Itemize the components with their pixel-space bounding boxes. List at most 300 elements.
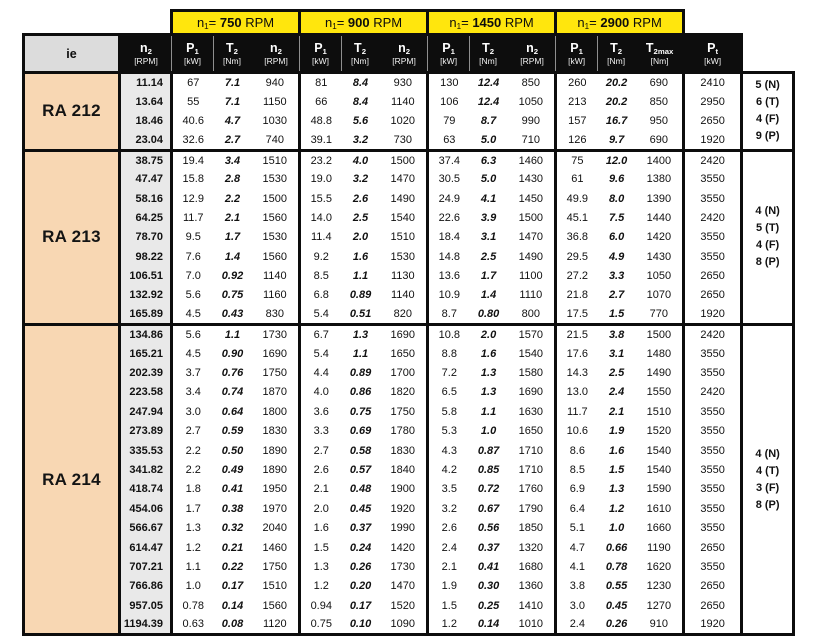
t2-cell: 1440 bbox=[636, 208, 684, 227]
p1-cell: 2.4 bbox=[598, 383, 636, 402]
p1-cell: 1.1 bbox=[342, 266, 380, 285]
t2-symbol-unit: [Nm] bbox=[223, 55, 241, 66]
n2-symbol-unit: [RPM] bbox=[392, 55, 416, 66]
t2-cell: 1410 bbox=[508, 596, 556, 615]
p1-cell: 0.80 bbox=[470, 305, 508, 324]
t2-cell: 1540 bbox=[636, 460, 684, 479]
p1-cell: 2.5 bbox=[342, 208, 380, 227]
t2max-cell: 3550 bbox=[684, 169, 742, 188]
p1-cell: 0.90 bbox=[214, 344, 252, 363]
t2-cell: 1620 bbox=[636, 557, 684, 576]
t2-cell: 1050 bbox=[636, 266, 684, 285]
p1-cell: 0.85 bbox=[470, 460, 508, 479]
p1-cell: 4.7 bbox=[214, 111, 252, 130]
t2-cell: 1430 bbox=[508, 169, 556, 188]
n2-cell: 3.5 bbox=[428, 480, 470, 499]
n2-cell: 6.7 bbox=[300, 325, 342, 344]
n2-cell: 49.9 bbox=[556, 189, 598, 208]
ie-cell: 223.58 bbox=[120, 383, 172, 402]
pt-cell-ra-212 bbox=[742, 73, 794, 151]
n2-cell: 8.6 bbox=[556, 441, 598, 460]
speed-header-2900-rpm: $n_1= 2900$ RPM bbox=[556, 11, 684, 35]
n2-cell: 7.2 bbox=[428, 363, 470, 382]
n2-cell: 1.8 bbox=[172, 480, 214, 499]
n2-cell: 27.2 bbox=[556, 266, 598, 285]
t2max-cell: 2410 bbox=[684, 73, 742, 92]
n2-cell: 5.4 bbox=[300, 305, 342, 324]
pt-value: 3 (F) bbox=[756, 481, 780, 494]
table-row bbox=[24, 150, 794, 169]
p1-cell: 3.2 bbox=[342, 169, 380, 188]
t2-cell: 1560 bbox=[252, 596, 300, 615]
table-row bbox=[24, 577, 794, 596]
t2-cell: 830 bbox=[252, 305, 300, 324]
p1-cell: 7.1 bbox=[214, 73, 252, 92]
p1-cell: 20.2 bbox=[598, 92, 636, 111]
table-row bbox=[24, 480, 794, 499]
table-row bbox=[24, 402, 794, 421]
p1-cell: 1.6 bbox=[598, 441, 636, 460]
t2-cell: 1780 bbox=[380, 422, 428, 441]
table-header bbox=[24, 11, 794, 73]
pt-symbol-unit: [kW] bbox=[704, 55, 722, 66]
n2-cell: 2.6 bbox=[428, 518, 470, 537]
p1-cell: 0.64 bbox=[214, 402, 252, 421]
ie-cell: 78.70 bbox=[120, 228, 172, 247]
t2-cell: 1160 bbox=[252, 286, 300, 305]
t2-cell: 1400 bbox=[636, 150, 684, 169]
p1-cell: 1.3 bbox=[342, 325, 380, 344]
p1-cell: 4.0 bbox=[342, 150, 380, 169]
n2-cell: 45.1 bbox=[556, 208, 598, 227]
t2-symbol: $T_2$ bbox=[482, 41, 495, 57]
t2-cell: 1510 bbox=[380, 228, 428, 247]
t2-cell: 910 bbox=[636, 615, 684, 634]
table-row bbox=[24, 518, 794, 537]
column-header-row bbox=[24, 35, 794, 73]
p1-cell: 1.2 bbox=[598, 499, 636, 518]
p1-symbol: $P_1$ bbox=[314, 41, 327, 57]
n2-cell: 5.8 bbox=[428, 402, 470, 421]
t2max-cell: 2420 bbox=[684, 208, 742, 227]
p1-cell: 0.78 bbox=[598, 557, 636, 576]
t2-cell: 950 bbox=[636, 111, 684, 130]
pt-value: 4 (F) bbox=[756, 239, 780, 252]
table-row bbox=[24, 325, 794, 344]
t2max-cell: 3550 bbox=[684, 402, 742, 421]
pt-cell-ra-213 bbox=[742, 150, 794, 325]
pt-value: 6 (T) bbox=[756, 96, 780, 109]
n2-cell: 55 bbox=[172, 92, 214, 111]
p1-cell: 1.9 bbox=[598, 422, 636, 441]
t2-cell: 1710 bbox=[508, 460, 556, 479]
n2-cell: 5.4 bbox=[300, 344, 342, 363]
p1-cell: 0.45 bbox=[598, 596, 636, 615]
ie-cell: 13.64 bbox=[120, 92, 172, 111]
t2max-cell: 2420 bbox=[684, 325, 742, 344]
p1-cell: 1.1 bbox=[342, 344, 380, 363]
pt-cell-ra-214 bbox=[742, 325, 794, 635]
n2-cell: 2.4 bbox=[556, 615, 598, 634]
t2-cell: 1460 bbox=[252, 538, 300, 557]
p1-cell: 2.1 bbox=[598, 402, 636, 421]
n2-cell: 29.5 bbox=[556, 247, 598, 266]
t2-cell: 1590 bbox=[636, 480, 684, 499]
t2-cell: 740 bbox=[252, 131, 300, 150]
p1-cell: 1.4 bbox=[470, 286, 508, 305]
t2-symbol-unit: [Nm] bbox=[351, 55, 369, 66]
t2-cell: 1540 bbox=[508, 344, 556, 363]
t2max-cell: 2650 bbox=[684, 111, 742, 130]
p1-cell: 0.89 bbox=[342, 363, 380, 382]
n2-symbol: $n_2$ bbox=[398, 41, 411, 57]
p1-cell: 0.86 bbox=[342, 383, 380, 402]
table-row bbox=[24, 422, 794, 441]
t2-cell: 1320 bbox=[508, 538, 556, 557]
p1-cell: 0.17 bbox=[214, 577, 252, 596]
ie-cell: 165.89 bbox=[120, 305, 172, 324]
n2-cell: 24.9 bbox=[428, 189, 470, 208]
table-row bbox=[24, 460, 794, 479]
n2-cell: 7.6 bbox=[172, 247, 214, 266]
ie-cell: 64.25 bbox=[120, 208, 172, 227]
n2-cell: 11.7 bbox=[556, 402, 598, 421]
t2-cell: 2040 bbox=[252, 518, 300, 537]
t2-header-900 bbox=[342, 35, 380, 73]
t2max-cell: 1920 bbox=[684, 305, 742, 324]
n2-cell: 2.4 bbox=[428, 538, 470, 557]
p1-cell: 0.43 bbox=[214, 305, 252, 324]
p1-cell: 0.51 bbox=[342, 305, 380, 324]
ie-cell: 132.92 bbox=[120, 286, 172, 305]
n2-cell: 1.5 bbox=[300, 538, 342, 557]
p1-symbol-unit: [kW] bbox=[312, 55, 330, 66]
p1-cell: 8.7 bbox=[470, 111, 508, 130]
p1-cell: 0.55 bbox=[598, 577, 636, 596]
p1-cell: 0.50 bbox=[214, 441, 252, 460]
t2-cell: 1650 bbox=[380, 344, 428, 363]
n2-cell: 5.1 bbox=[556, 518, 598, 537]
pt-symbol: $P_t$ bbox=[707, 41, 719, 57]
n2-cell: 10.6 bbox=[556, 422, 598, 441]
n2-cell: 1.6 bbox=[300, 518, 342, 537]
t2-cell: 1830 bbox=[380, 441, 428, 460]
p1-cell: 0.45 bbox=[342, 499, 380, 518]
n2-cell: 6.8 bbox=[300, 286, 342, 305]
t2-cell: 1490 bbox=[380, 189, 428, 208]
t2-cell: 1690 bbox=[380, 325, 428, 344]
t2-cell: 1530 bbox=[380, 247, 428, 266]
n2-cell: 67 bbox=[172, 73, 214, 92]
t2-cell: 1870 bbox=[252, 383, 300, 402]
n2-cell: 213 bbox=[556, 92, 598, 111]
t2-cell: 1420 bbox=[380, 538, 428, 557]
pt-value: 4 (N) bbox=[755, 447, 780, 460]
p1-cell: 1.0 bbox=[470, 422, 508, 441]
n2-cell: 22.6 bbox=[428, 208, 470, 227]
model-cell-ra-212: RA 212 bbox=[24, 73, 120, 151]
p1-cell: 1.1 bbox=[214, 325, 252, 344]
n2-cell: 30.5 bbox=[428, 169, 470, 188]
n2-cell: 7.0 bbox=[172, 266, 214, 285]
t2-cell: 1730 bbox=[380, 557, 428, 576]
ie-cell: 11.14 bbox=[120, 73, 172, 92]
n2-cell: 126 bbox=[556, 131, 598, 150]
p1-cell: 0.67 bbox=[470, 499, 508, 518]
n2-cell: 6.4 bbox=[556, 499, 598, 518]
p1-cell: 0.87 bbox=[470, 441, 508, 460]
t2-cell: 1270 bbox=[636, 596, 684, 615]
p1-cell: 0.41 bbox=[214, 480, 252, 499]
t2-cell: 1630 bbox=[508, 402, 556, 421]
n2-cell: 157 bbox=[556, 111, 598, 130]
p1-cell: 0.59 bbox=[214, 422, 252, 441]
t2-cell: 1500 bbox=[380, 150, 428, 169]
ie-cell: 707.21 bbox=[120, 557, 172, 576]
n2-cell: 75 bbox=[556, 150, 598, 169]
t2-cell: 1090 bbox=[380, 615, 428, 634]
p1-cell: 1.3 bbox=[598, 480, 636, 499]
n2-cell: 9.5 bbox=[172, 228, 214, 247]
t2-header-1450 bbox=[470, 35, 508, 73]
ie-column-header: ie bbox=[24, 35, 120, 73]
t2-cell: 1420 bbox=[636, 228, 684, 247]
t2-cell: 1520 bbox=[636, 422, 684, 441]
n2-cell: 10.8 bbox=[428, 325, 470, 344]
t2-cell: 1570 bbox=[508, 325, 556, 344]
p1-header-750 bbox=[172, 35, 214, 73]
n2-cell: 9.2 bbox=[300, 247, 342, 266]
n2-cell: 4.7 bbox=[556, 538, 598, 557]
pt-value: 5 (N) bbox=[755, 79, 780, 92]
n2-cell: 13.6 bbox=[428, 266, 470, 285]
t2-cell: 1550 bbox=[636, 383, 684, 402]
p1-symbol: $P_1$ bbox=[442, 41, 455, 57]
p1-cell: 0.25 bbox=[470, 596, 508, 615]
t2max-cell: 3550 bbox=[684, 460, 742, 479]
t2-cell: 1520 bbox=[380, 596, 428, 615]
p1-cell: 16.7 bbox=[598, 111, 636, 130]
t2max-cell: 3550 bbox=[684, 422, 742, 441]
n2-cell: 4.2 bbox=[428, 460, 470, 479]
n2-cell: 1.2 bbox=[172, 538, 214, 557]
p1-cell: 1.6 bbox=[470, 344, 508, 363]
t2-symbol: $T_2$ bbox=[354, 41, 366, 57]
n2-cell: 2.6 bbox=[300, 460, 342, 479]
n2-cell: 0.94 bbox=[300, 596, 342, 615]
n2-cell: 63 bbox=[428, 131, 470, 150]
n2-header-900 bbox=[252, 35, 300, 73]
n2-cell: 1.3 bbox=[172, 518, 214, 537]
p1-cell: 0.26 bbox=[598, 615, 636, 634]
n2-cell: 2.2 bbox=[172, 441, 214, 460]
n2-cell: 3.0 bbox=[172, 402, 214, 421]
p1-cell: 2.0 bbox=[470, 325, 508, 344]
n2-cell: 130 bbox=[428, 73, 470, 92]
t2-cell: 1560 bbox=[252, 247, 300, 266]
p1-cell: 8.0 bbox=[598, 189, 636, 208]
speed-header-750-rpm: $n_1= 750$ RPM bbox=[172, 11, 300, 35]
ie-cell: 165.21 bbox=[120, 344, 172, 363]
p1-cell: 7.1 bbox=[214, 92, 252, 111]
p1-cell: 0.26 bbox=[342, 557, 380, 576]
table-row bbox=[24, 441, 794, 460]
n2-cell: 6.9 bbox=[556, 480, 598, 499]
p1-cell: 1.4 bbox=[214, 247, 252, 266]
n2-cell: 79 bbox=[428, 111, 470, 130]
t2-cell: 1710 bbox=[508, 441, 556, 460]
pt-value: 4 (T) bbox=[756, 464, 780, 477]
p1-cell: 1.7 bbox=[214, 228, 252, 247]
p1-cell: 3.9 bbox=[470, 208, 508, 227]
p1-cell: 0.22 bbox=[214, 557, 252, 576]
pt-value: 9 (P) bbox=[755, 130, 780, 143]
table-row bbox=[24, 286, 794, 305]
n2-cell: 4.5 bbox=[172, 305, 214, 324]
p1-cell: 8.4 bbox=[342, 92, 380, 111]
ie-cell: 957.05 bbox=[120, 596, 172, 615]
t2-cell: 690 bbox=[636, 73, 684, 92]
t2-cell: 770 bbox=[636, 305, 684, 324]
p1-cell: 5.6 bbox=[342, 111, 380, 130]
t2-cell: 1530 bbox=[252, 228, 300, 247]
n2-cell: 4.5 bbox=[172, 344, 214, 363]
p1-cell: 1.3 bbox=[470, 383, 508, 402]
n2-cell: 21.8 bbox=[556, 286, 598, 305]
t2-symbol: $T_2$ bbox=[610, 41, 623, 57]
p1-cell: 1.1 bbox=[470, 402, 508, 421]
n2-cell: 1.3 bbox=[300, 557, 342, 576]
n2-cell: 4.1 bbox=[556, 557, 598, 576]
t2max-cell: 2650 bbox=[684, 577, 742, 596]
n2-cell: 1.0 bbox=[172, 577, 214, 596]
t2-cell: 1480 bbox=[636, 344, 684, 363]
p1-cell: 0.17 bbox=[342, 596, 380, 615]
n2-cell: 4.3 bbox=[428, 441, 470, 460]
t2-cell: 1540 bbox=[636, 441, 684, 460]
n2-cell: 3.4 bbox=[172, 383, 214, 402]
n2-cell: 17.6 bbox=[556, 344, 598, 363]
n2-cell: 1.9 bbox=[428, 577, 470, 596]
p1-cell: 1.6 bbox=[342, 247, 380, 266]
t2-cell: 1020 bbox=[380, 111, 428, 130]
n2-cell: 0.78 bbox=[172, 596, 214, 615]
p1-cell: 0.66 bbox=[598, 538, 636, 557]
ie-cell: 98.22 bbox=[120, 247, 172, 266]
n2-cell: 40.6 bbox=[172, 111, 214, 130]
n2-cell: 3.0 bbox=[556, 596, 598, 615]
p1-cell: 0.58 bbox=[342, 441, 380, 460]
p1-cell: 0.21 bbox=[214, 538, 252, 557]
n2-symbol-unit: [RPM] bbox=[520, 55, 544, 66]
speed-header-900-rpm: $n_1= 900$ RPM bbox=[300, 11, 428, 35]
n2-cell: 3.7 bbox=[172, 363, 214, 382]
p1-cell: 3.1 bbox=[470, 228, 508, 247]
p1-cell: 5.0 bbox=[470, 169, 508, 188]
t2-cell: 1560 bbox=[252, 208, 300, 227]
table-row bbox=[24, 208, 794, 227]
t2-cell: 1130 bbox=[380, 266, 428, 285]
p1-cell: 0.49 bbox=[214, 460, 252, 479]
t2-cell: 1610 bbox=[636, 499, 684, 518]
p1-header-2900 bbox=[556, 35, 598, 73]
p1-cell: 6.0 bbox=[598, 228, 636, 247]
t2-cell: 930 bbox=[380, 73, 428, 92]
t2max-symbol-unit: [Nm] bbox=[650, 55, 669, 66]
ie-cell: 47.47 bbox=[120, 169, 172, 188]
p1-cell: 12.4 bbox=[470, 92, 508, 111]
table-row bbox=[24, 189, 794, 208]
pt-value: 4 (N) bbox=[755, 205, 780, 218]
table-body bbox=[24, 73, 794, 635]
t2max-cell: 2650 bbox=[684, 596, 742, 615]
p1-cell: 12.4 bbox=[470, 73, 508, 92]
t2-cell: 1100 bbox=[508, 266, 556, 285]
ie-cell: 273.89 bbox=[120, 422, 172, 441]
p1-cell: 0.48 bbox=[342, 480, 380, 499]
table-row bbox=[24, 228, 794, 247]
p1-cell: 2.1 bbox=[214, 208, 252, 227]
table-row bbox=[24, 305, 794, 324]
t2max-cell: 3550 bbox=[684, 189, 742, 208]
t2-cell: 1760 bbox=[508, 480, 556, 499]
t2-cell: 730 bbox=[380, 131, 428, 150]
header-spacer-right bbox=[684, 11, 794, 35]
t2-cell: 1510 bbox=[252, 150, 300, 169]
n2-cell: 3.8 bbox=[556, 577, 598, 596]
t2-cell: 1730 bbox=[252, 325, 300, 344]
table-row bbox=[24, 615, 794, 634]
t2-cell: 1110 bbox=[508, 286, 556, 305]
ie-cell: 106.51 bbox=[120, 266, 172, 285]
t2-cell: 1140 bbox=[252, 266, 300, 285]
n2-cell: 12.9 bbox=[172, 189, 214, 208]
t2-cell: 1070 bbox=[636, 286, 684, 305]
n2-cell: 8.8 bbox=[428, 344, 470, 363]
p1-cell: 0.76 bbox=[214, 363, 252, 382]
n2-cell: 2.0 bbox=[300, 499, 342, 518]
t2-cell: 1510 bbox=[636, 402, 684, 421]
p1-cell: 2.2 bbox=[214, 189, 252, 208]
p1-cell: 0.89 bbox=[342, 286, 380, 305]
p1-cell: 9.7 bbox=[598, 131, 636, 150]
t2max-cell: 2420 bbox=[684, 383, 742, 402]
t2-cell: 710 bbox=[508, 131, 556, 150]
table-row bbox=[24, 596, 794, 615]
p1-cell: 0.41 bbox=[470, 557, 508, 576]
t2-cell: 1530 bbox=[252, 169, 300, 188]
p1-cell: 1.5 bbox=[598, 305, 636, 324]
n2-cell: 0.63 bbox=[172, 615, 214, 634]
n2-cell: 39.1 bbox=[300, 131, 342, 150]
t2max-cell: 3550 bbox=[684, 499, 742, 518]
t2-cell: 850 bbox=[508, 73, 556, 92]
t2-cell: 1900 bbox=[380, 480, 428, 499]
p1-cell: 1.5 bbox=[598, 460, 636, 479]
t2-cell: 1500 bbox=[252, 189, 300, 208]
t2-cell: 1800 bbox=[252, 402, 300, 421]
t2-cell: 1460 bbox=[508, 150, 556, 169]
p1-header-900 bbox=[300, 35, 342, 73]
t2-cell: 1500 bbox=[508, 208, 556, 227]
n2-cell: 260 bbox=[556, 73, 598, 92]
t2max-column-header bbox=[636, 35, 684, 73]
ratings-table bbox=[22, 9, 795, 636]
t2max-cell: 2950 bbox=[684, 92, 742, 111]
model-cell-ra-214: RA 214 bbox=[24, 325, 120, 635]
ie-cell: 766.86 bbox=[120, 577, 172, 596]
t2-cell: 940 bbox=[252, 73, 300, 92]
